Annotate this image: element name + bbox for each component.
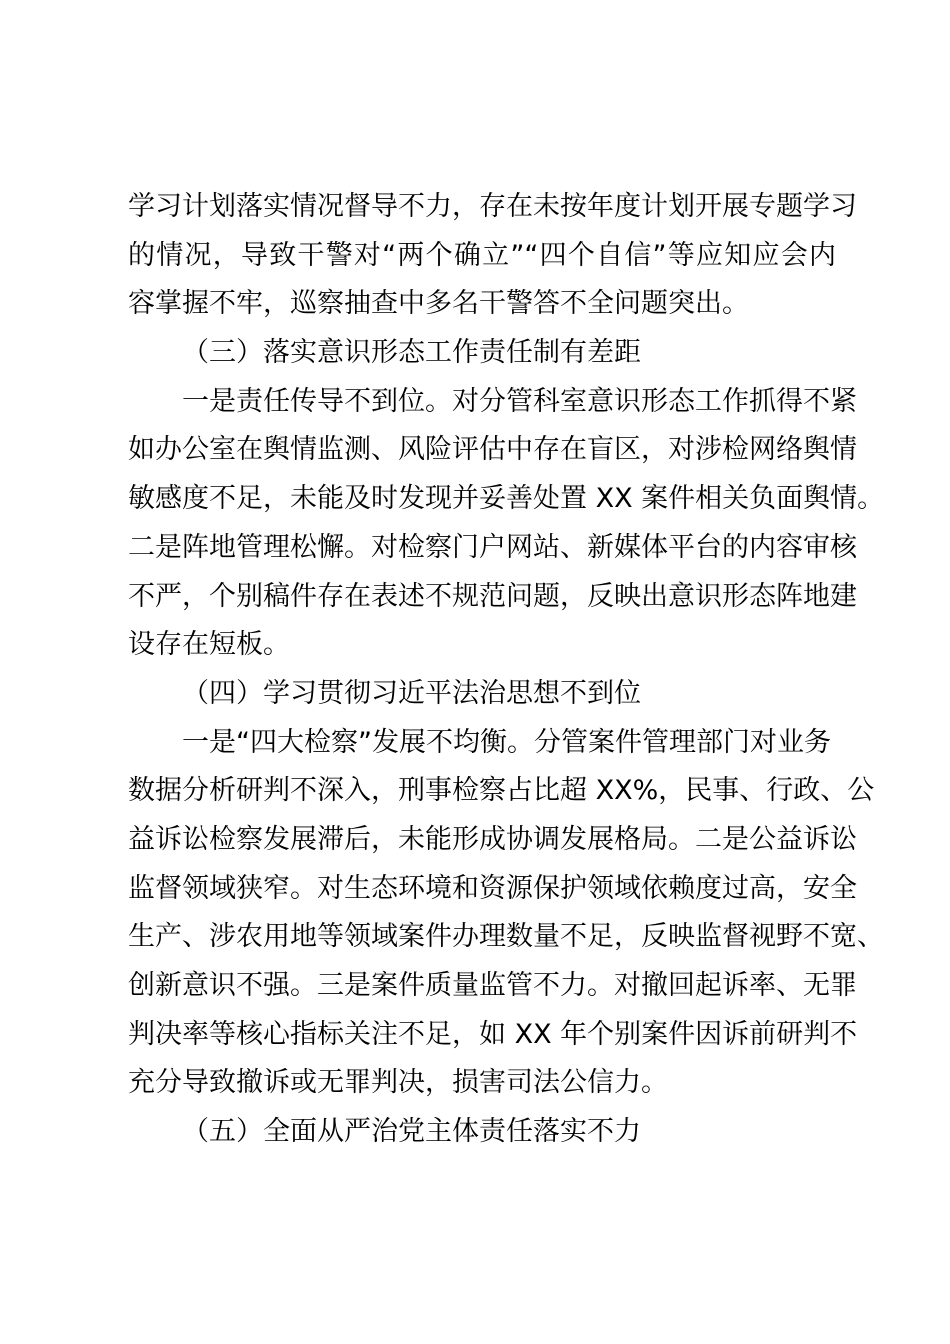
paragraph-line: 的情况，导致干警对“两个确立”“四个自信”等应知应会内 [128, 239, 836, 271]
paragraph-line: 判决率等核心指标关注不足，如 XX 年个别案件因诉前研判不 [128, 1018, 858, 1050]
paragraph-line: 一是“四大检察”发展不均衡。分管案件管理部门对业务 [182, 726, 831, 758]
paragraph-line: 学习计划落实情况督导不力，存在未按年度计划开展专题学习 [128, 191, 857, 222]
paragraph-line: 二是阵地管理松懈。对检察门户网站、新媒体平台的内容审核 [128, 531, 857, 563]
paragraph-line: 容掌握不牢，巡察抽查中多名干警答不全问题突出。 [128, 288, 749, 320]
section-heading-4: （四）学习贯彻习近平法治思想不到位 [182, 677, 641, 709]
paragraph-line: 益诉讼检察发展滞后，未能形成协调发展格局。二是公益诉讼 [128, 823, 857, 855]
section-heading-5: （五）全面从严治党主体责任落实不力 [182, 1116, 641, 1148]
document-body [128, 183, 885, 1157]
paragraph-line: 不严，个别稿件存在表述不规范问题，反映出意识形态阵地建 [128, 580, 857, 612]
paragraph-line: 生产、涉农用地等领域案件办理数量不足，反映监督视野不宽、 [128, 921, 884, 953]
paragraph-line: 监督领域狭窄。对生态环境和资源保护领域依赖度过高，安全 [128, 872, 857, 904]
paragraph-line: 充分导致撤诉或无罪判决，损害司法公信力。 [128, 1067, 668, 1099]
section-heading-3: （三）落实意识形态工作责任制有差距 [182, 337, 641, 369]
paragraph-line: 数据分析研判不深入，刑事检察占比超 XX%，民事、行政、公 [128, 775, 875, 807]
paragraph-line: 一是责任传导不到位。对分管科室意识形态工作抓得不紧 [182, 385, 857, 417]
paragraph-line: 设存在短板。 [128, 629, 290, 661]
paragraph-line: 如办公室在舆情监测、风险评估中存在盲区，对涉检网络舆情 [128, 434, 857, 466]
paragraph-line: 敏感度不足，未能及时发现并妥善处置 XX 案件相关负面舆情。 [128, 483, 885, 515]
paragraph-line: 创新意识不强。三是案件质量监管不力。对撤回起诉率、无罪 [128, 970, 857, 1001]
